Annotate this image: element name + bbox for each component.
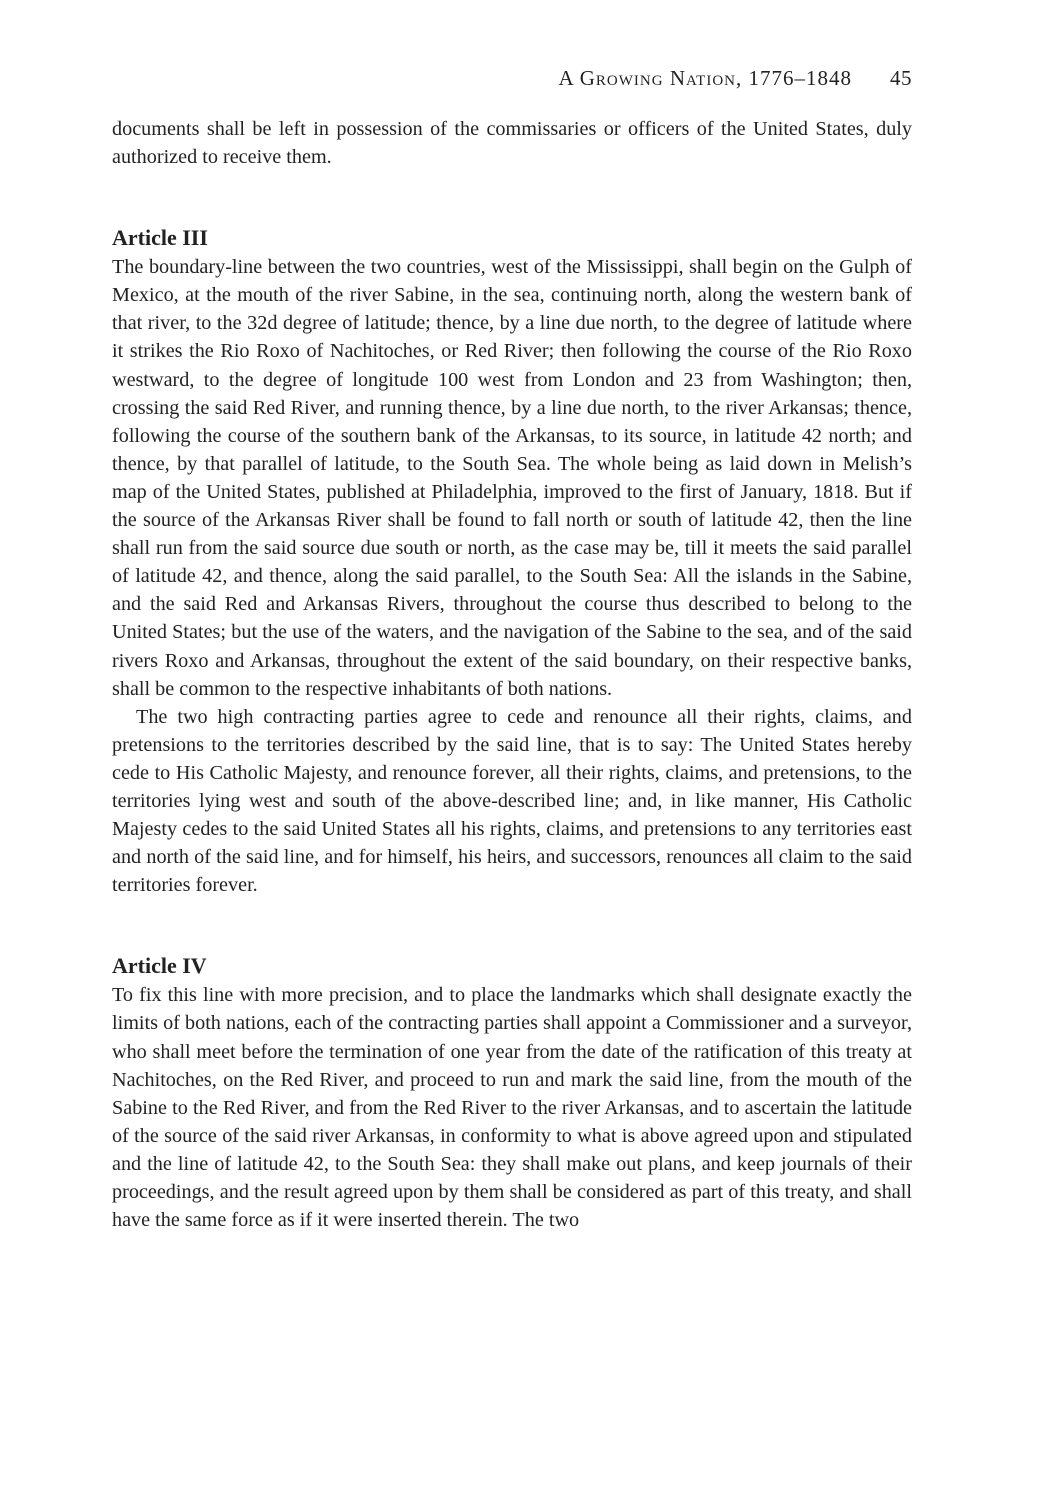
page-number: 45 — [890, 66, 912, 90]
article-3-section — [112, 223, 912, 899]
page-content — [112, 115, 912, 1234]
section-spacer — [112, 899, 912, 951]
article-4-heading: Article IV — [112, 953, 207, 979]
article-4-paragraph-1: To fix this line with more precision, and to place the landmarks which shall designate exactly the limits of both nations, each of the contracting parties shall appoint a Commissioner and a surveyor, who shall meet before the termination of one year from the date of the ratification of this treaty at Nachitoches, on the Red River, and proceed to run and mark the said line, from the mouth of the Sabine to the Red River, and from the Red River to the river Arkansas, and to ascertain the latitude of the source of the said river Arkansas, in conformity to what is above agreed upon and stipulated and the line of latitude 42, to the South Sea: they shall make out plans, and keep journals of their proceedings, and the result agreed upon by them shall be considered as part of this treaty, and shall have the same force as if it were inserted therein. The two — [112, 984, 912, 1232]
section-spacer — [112, 171, 912, 223]
article-3-paragraph-2: The two high contracting parties agree to cede and renounce all their rights, claims, and pretensions to the territories described by the said line, that is to say: The United States hereby cede to His Catholic Majesty, and renounce forever, all their rights, claims, and pretensions, to the territories lying west and south of the above-described line; and, in like manner, His Catholic Majesty cedes to the said United States all his rights, claims, and pretensions to any territories east and north of the said line, and for himself, his heirs, and successors, renounces all claim to the said territories forever. — [112, 705, 912, 897]
continuation-paragraph: documents shall be left in possession of the commissaries or officers of the United States, duly authorized to receive them. — [112, 118, 912, 169]
running-head-title: A Growing Nation, 1776–1848 — [558, 66, 852, 90]
running-head — [559, 66, 913, 91]
article-4-section — [112, 951, 912, 1234]
article-3-paragraph-1: The boundary-line between the two countries, west of the Mississippi, shall begin on the Gulph of Mexico, at the mouth of the river Sabine, in the sea, continuing north, along the western bank of that river, to the 32d degree of latitude; thence, by a line due north, to the degree of latitude where it strikes the Rio Roxo of Nachitoches, or Red River; then following the course of the Rio Roxo westward, to the degree of longitude 100 west from London and 23 from Washington; then, crossing the said Red River, and running thence, by a line due north, to the river Arkansas; thence, following the course of the southern bank of the Arkansas, to its source, in latitude 42 north; and thence, by that parallel of latitude, to the South Sea. The whole being as laid down in Melish’s map of the United States, published at Philadelphia, improved to the first of January, 1818. But if the source of the Arkansas River shall be found to fall north or south of latitude 42, then the line shall run from the said source due south or north, as the case may be, till it meets the said parallel of latitude 42, and thence, along the said parallel, to the South Sea: All the islands in the Sabine, and the said Red and Arkansas Rivers, throughout the course thus described to belong to the United States; but the use of the waters, and the navigation of the Sabine to the sea, and of the said rivers Roxo and Arkansas, throughout the extent of the said boundary, on their respective banks, shall be common to the respective inhabitants of both nations. — [112, 256, 912, 700]
article-3-heading: Article III — [112, 225, 208, 251]
